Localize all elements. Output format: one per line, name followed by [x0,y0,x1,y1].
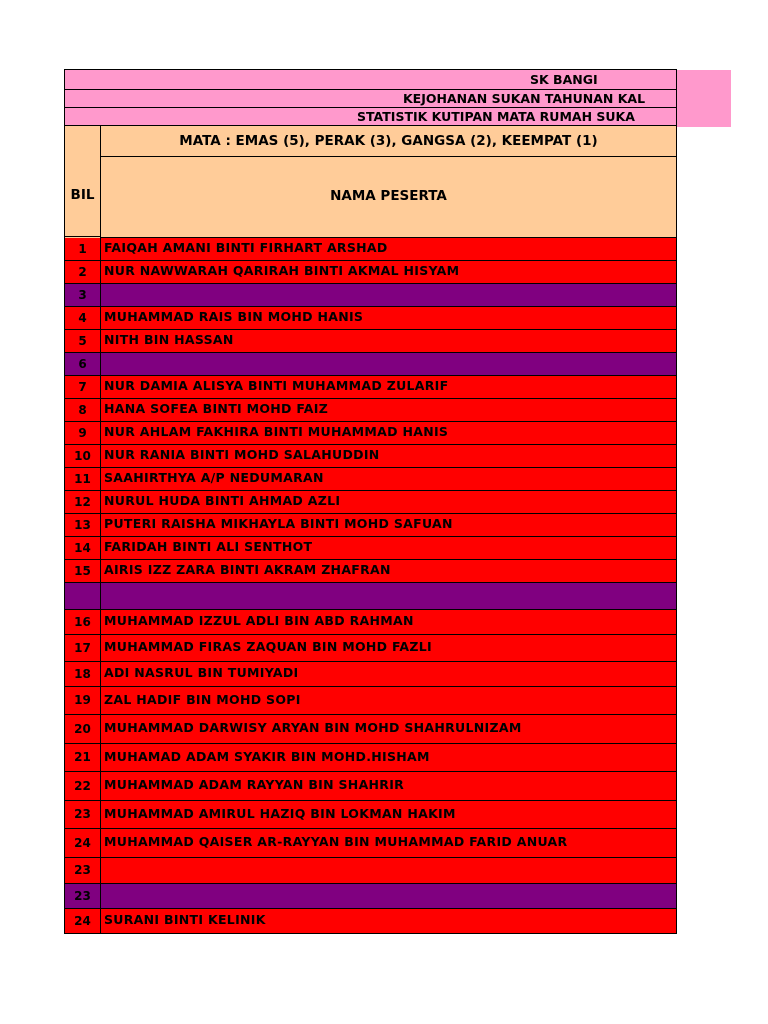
table-row [64,422,677,445]
table-row [64,353,677,376]
participant-name: HANA SOFEA BINTI MOHD FAIZ [104,401,329,416]
table-row [64,858,677,884]
participant-name: NUR RANIA BINTI MOHD SALAHUDDIN [104,447,380,462]
participant-name: ADI NASRUL BIN TUMIYADI [104,665,299,680]
participant-list [64,238,677,934]
row-number: 11 [65,468,101,490]
row-number: 16 [65,610,101,634]
participant-name: SAAHIRTHYA A/P NEDUMARAN [104,470,324,485]
participant-name: FAIQAH AMANI BINTI FIRHART ARSHAD [104,240,388,255]
row-number: 18 [65,662,101,686]
participant-name: AIRIS IZZ ZARA BINTI AKRAM ZHAFRAN [104,562,391,577]
row-number: 23 [65,858,101,883]
participant-name [101,353,676,375]
participant-name: MUHAMMAD FIRAS ZAQUAN BIN MOHD FAZLI [104,639,432,654]
participant-name: MUHAMMAD AMIRUL HAZIQ BIN LOKMAN HAKIM [104,806,456,821]
row-number: 1 [65,238,101,260]
table-row [64,537,677,560]
table-row [64,829,677,858]
row-number: 24 [65,829,101,857]
table-row [64,884,677,909]
table-row [64,772,677,801]
participant-name: MUHAMAD ADAM SYAKIR BIN MOHD.HISHAM [104,749,430,764]
row-number: 3 [65,284,101,306]
participant-name [101,858,676,883]
row-number: 7 [65,376,101,398]
row-number: 19 [65,687,101,714]
row-number: 9 [65,422,101,444]
row-number: 13 [65,514,101,536]
row-number: 8 [65,399,101,421]
participant-name [101,284,676,306]
row-number: 12 [65,491,101,513]
table-row [64,909,677,934]
row-number: 5 [65,330,101,352]
table-row [64,560,677,583]
participant-name [101,583,676,609]
participant-name: NITH BIN HASSAN [104,332,234,347]
column-header [64,126,677,238]
table-row [64,399,677,422]
points-legend: MATA : EMAS (5), PERAK (3), GANGSA (2), KEEMPAT (1) [101,126,676,157]
table-row [64,330,677,353]
table-row [64,715,677,744]
participant-name: MUHAMMAD RAIS BIN MOHD HANIS [104,309,364,324]
row-number: 23 [65,884,101,908]
row-number: 23 [65,801,101,828]
row-number: 2 [65,261,101,283]
row-number: 6 [65,353,101,375]
table-row [64,514,677,537]
pink-side-block [677,70,731,127]
row-number: 15 [65,560,101,582]
participant-name: PUTERI RAISHA MIKHAYLA BINTI MOHD SAFUAN [104,516,453,531]
participant-name: FARIDAH BINTI ALI SENTHOT [104,539,313,554]
row-number: 17 [65,635,101,661]
table-row [64,491,677,514]
header-school: SK BANGI [64,69,677,89]
participant-name: NUR AHLAM FAKHIRA BINTI MUHAMMAD HANIS [104,424,449,439]
table-row [64,583,677,610]
table-row [64,744,677,772]
table-row [64,376,677,399]
table-row [64,468,677,491]
table-row [64,284,677,307]
participant-name: NURUL HUDA BINTI AHMAD AZLI [104,493,341,508]
participant-name: ZAL HADIF BIN MOHD SOPI [104,692,301,707]
participant-name: NUR NAWWARAH QARIRAH BINTI AKMAL HISYAM [104,263,460,278]
participant-name: MUHAMMAD QAISER AR-RAYYAN BIN MUHAMMAD FARID ANUAR [104,834,568,849]
table-row [64,662,677,687]
participant-name [101,884,676,908]
header-statistics: STATISTIK KUTIPAN MATA RUMAH SUKA [64,107,677,126]
row-number [65,583,101,609]
row-number: 21 [65,744,101,771]
col-bil-label: BIL [65,126,100,237]
row-number: 24 [65,909,101,933]
participant-name: MUHAMMAD IZZUL ADLI BIN ABD RAHMAN [104,613,414,628]
table-row [64,307,677,330]
col-nama-label: NAMA PESERTA [101,157,676,238]
table-row [64,635,677,662]
row-number: 10 [65,445,101,467]
header-event: KEJOHANAN SUKAN TAHUNAN KAL [64,89,677,107]
table-row [64,445,677,468]
table-row [64,687,677,715]
table-row [64,610,677,635]
row-number: 4 [65,307,101,329]
participant-name: SURANI BINTI KELINIK [104,912,266,927]
participant-name: NUR DAMIA ALISYA BINTI MUHAMMAD ZULARIF [104,378,449,393]
participant-name: MUHAMMAD ADAM RAYYAN BIN SHAHRIR [104,777,405,792]
table-row [64,801,677,829]
row-number: 14 [65,537,101,559]
col-bil-cell [65,126,101,238]
participant-name: MUHAMMAD DARWISY ARYAN BIN MOHD SHAHRULNIZAM [104,720,522,735]
spreadsheet [64,69,677,934]
table-row [64,238,677,261]
table-row [64,261,677,284]
row-number: 20 [65,715,101,743]
row-number: 22 [65,772,101,800]
